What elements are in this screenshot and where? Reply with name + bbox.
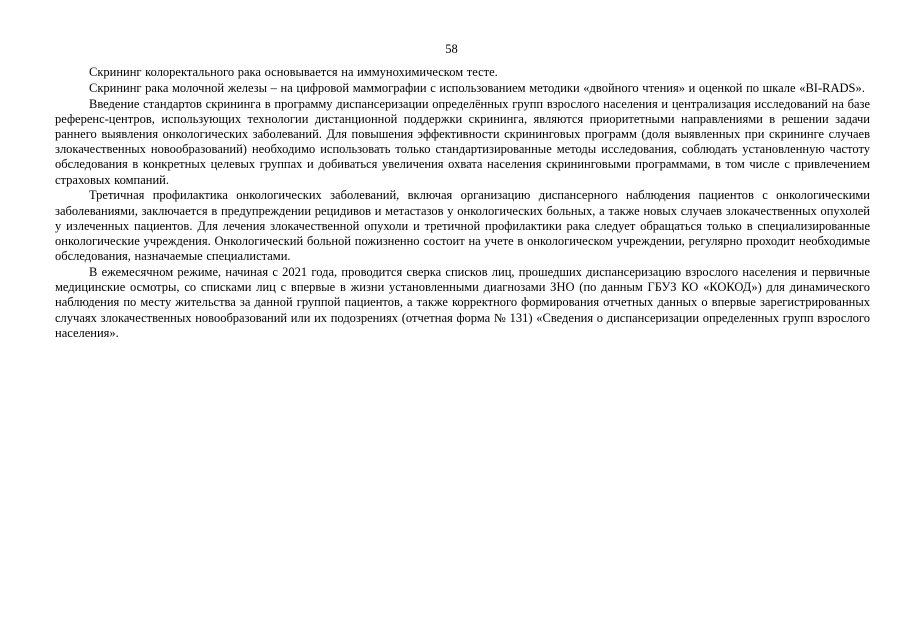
paragraph-screening-standards: Введение стандартов скрининга в программу диспансеризации определённых групп взрослого населения и централизация исследований на базе референс-центров, использующих технологии дистанционной поддержки скрининга, являются приоритетными направлениями в решении задачи раннего выявления онкологических заболеваний. Для повышения эффективности скрининговых программ (доля выявленных при скрининге случаев злокачественных новообразований) необходимо использовать только стандартизированные методы исследования, соблюдать установленную частоту обследования в конкретных целевых группах и добиваться увеличения охвата населения скрининговыми программами, в том числе с привлечением страховых компаний. — [55, 96, 870, 187]
paragraph-breast-screening: Скрининг рака молочной железы – на цифровой маммографии с использованием методики «двойного чтения» и оценкой по шкале «BI-RADS». — [89, 80, 865, 95]
page-number: 58 — [445, 42, 458, 56]
paragraph-tertiary-prevention: Третичная профилактика онкологических заболеваний, включая организацию диспансерного наблюдения пациентов с онкологическими заболеваниями, заключается в предупреждении рецидивов и метастазов у онкологических больных, а также новых случаев злокачественных опухолей у излеченных пациентов. Для лечения злокачественной опухоли и третичной профилактики рака следует обращаться только в специализированные онкологические учреждения. Онкологический больной пожизненно состоит на учете в онкологическом учреждении, регулярно проходит необходимые обследования, назначаемые специалистами. — [55, 188, 870, 264]
paragraph-monthly-reconciliation: В ежемесячном режиме, начиная с 2021 года, проводится сверка списков лиц, прошедших диспансеризацию взрослого населения и первичные медицинские осмотры, со списками лиц с впервые в жизни установленными диагнозами ЗНО (по данным ГБУЗ КО «КОКОД») для динамического наблюдения по месту жительства за данной группой пациентов, а также корректного формирования отчетных данных о впервые зарегистрированных случаях злокачественных новообразований или их подозрениях (отчетная форма № 131) «Сведения о диспансеризации определенных групп взрослого населения». — [55, 265, 870, 340]
body-text — [55, 65, 870, 342]
paragraph-colorectal-screening: Скрининг колоректального рака основывается на иммунохимическом тесте. — [89, 65, 498, 79]
